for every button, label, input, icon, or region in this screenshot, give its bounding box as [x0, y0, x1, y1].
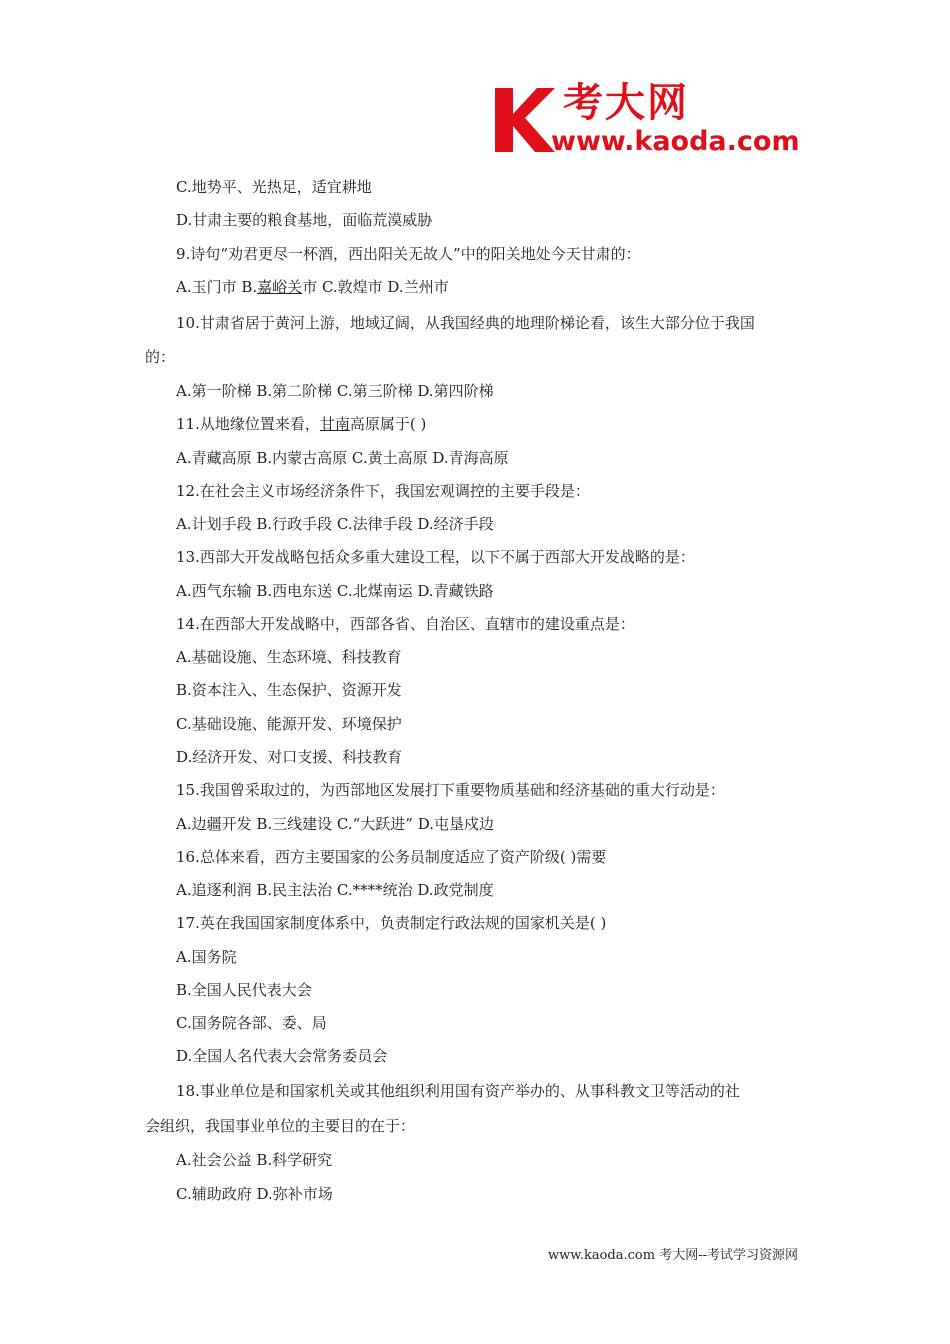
kaoda-logo — [493, 80, 813, 160]
k-logo-icon — [493, 84, 555, 152]
logo-url-text: www.kaoda.com — [551, 126, 800, 157]
question-line: 9.诗句“劝君更尽一杯酒，西出阳关无故人”中的阳关地处今天甘肃的： — [176, 245, 641, 263]
question-continuation-line: 的： — [145, 348, 176, 366]
options-line: A.西气东输 B.西电东送 C.北煤南运 D.青藏铁路 — [176, 582, 494, 600]
question-line: 15.我国曾采取过的，为西部地区发展打下重要物质基础和经济基础的重大行动是： — [176, 781, 725, 799]
question-line: 14.在西部大开发战略中，西部各省、自治区、直辖市的建设重点是： — [176, 615, 635, 633]
question-line: 17.英在我国国家制度体系中，负责制定行政法规的国家机关是( ) — [176, 914, 607, 932]
question-line — [176, 414, 426, 434]
question-text: 11.从地缘位置来看， — [176, 415, 320, 433]
question-text: 高原属于( ) — [349, 415, 427, 433]
options-line: A.边疆开发 B.三线建设 C.“大跃进” D.屯垦戍边 — [176, 815, 495, 833]
question-line: 13.西部大开发战略包括众多重大建设工程，以下不属于西部大开发战略的是： — [176, 548, 695, 566]
logo-brand-text: 考大网 — [563, 80, 689, 126]
options-line — [176, 277, 449, 297]
options-line: C.辅助政府 D.弥补市场 — [176, 1185, 333, 1203]
question-line: 12.在社会主义市场经济条件下，我国宏观调控的主要手段是： — [176, 482, 590, 500]
option-line: A.国务院 — [176, 948, 237, 966]
underlined-term: 甘南 — [319, 415, 350, 433]
question-line: 10.甘肃省居于黄河上游，地域辽阔，从我国经典的地理阶梯论看，该生大部分位于我国 — [176, 314, 755, 332]
options-line: A.社会公益 B.科学研究 — [176, 1151, 333, 1169]
option-line: D.经济开发、对口支援、科技教育 — [176, 748, 403, 766]
option-line: A.基础设施、生态环境、科技教育 — [176, 648, 402, 666]
options-line: A.计划手段 B.行政手段 C.法律手段 D.经济手段 — [176, 515, 494, 533]
option-line: B.资本注入、生态保护、资源开发 — [176, 681, 402, 699]
footer-text: www.kaoda.com 考大网--考试学习资源网 — [548, 1248, 798, 1263]
text-line: D.甘肃主要的粮食基地，面临荒漠威胁 — [176, 211, 433, 229]
option-text: 市 C.敦煌市 D.兰州市 — [302, 278, 449, 296]
option-line: B.全国人民代表大会 — [176, 981, 312, 999]
option-line: C.国务院各部、委、局 — [176, 1014, 327, 1032]
underlined-term: 嘉峪关 — [257, 278, 303, 296]
question-line: 18.事业单位是和国家机关或其他组织利用国有资产举办的、从事科教文卫等活动的社 — [176, 1082, 740, 1100]
option-text: A.玉门市 B. — [176, 278, 258, 296]
text-line: C.地势平、光热足，适宜耕地 — [176, 178, 372, 196]
options-line: A.第一阶梯 B.第二阶梯 C.第三阶梯 D.第四阶梯 — [176, 382, 494, 400]
option-line: C.基础设施、能源开发、环境保护 — [176, 715, 402, 733]
options-line: A.青藏高原 B.内蒙古高原 C.黄土高原 D.青海高原 — [176, 449, 509, 467]
option-line: D.全国人名代表大会常务委员会 — [176, 1047, 388, 1065]
options-line: A.追逐利润 B.民主法治 C.****统治 D.政党制度 — [176, 881, 494, 899]
question-continuation-line: 会组织，我国事业单位的主要目的在于： — [145, 1117, 416, 1135]
question-line: 16.总体来看，西方主要国家的公务员制度适应了资产阶级( )需要 — [176, 848, 607, 866]
